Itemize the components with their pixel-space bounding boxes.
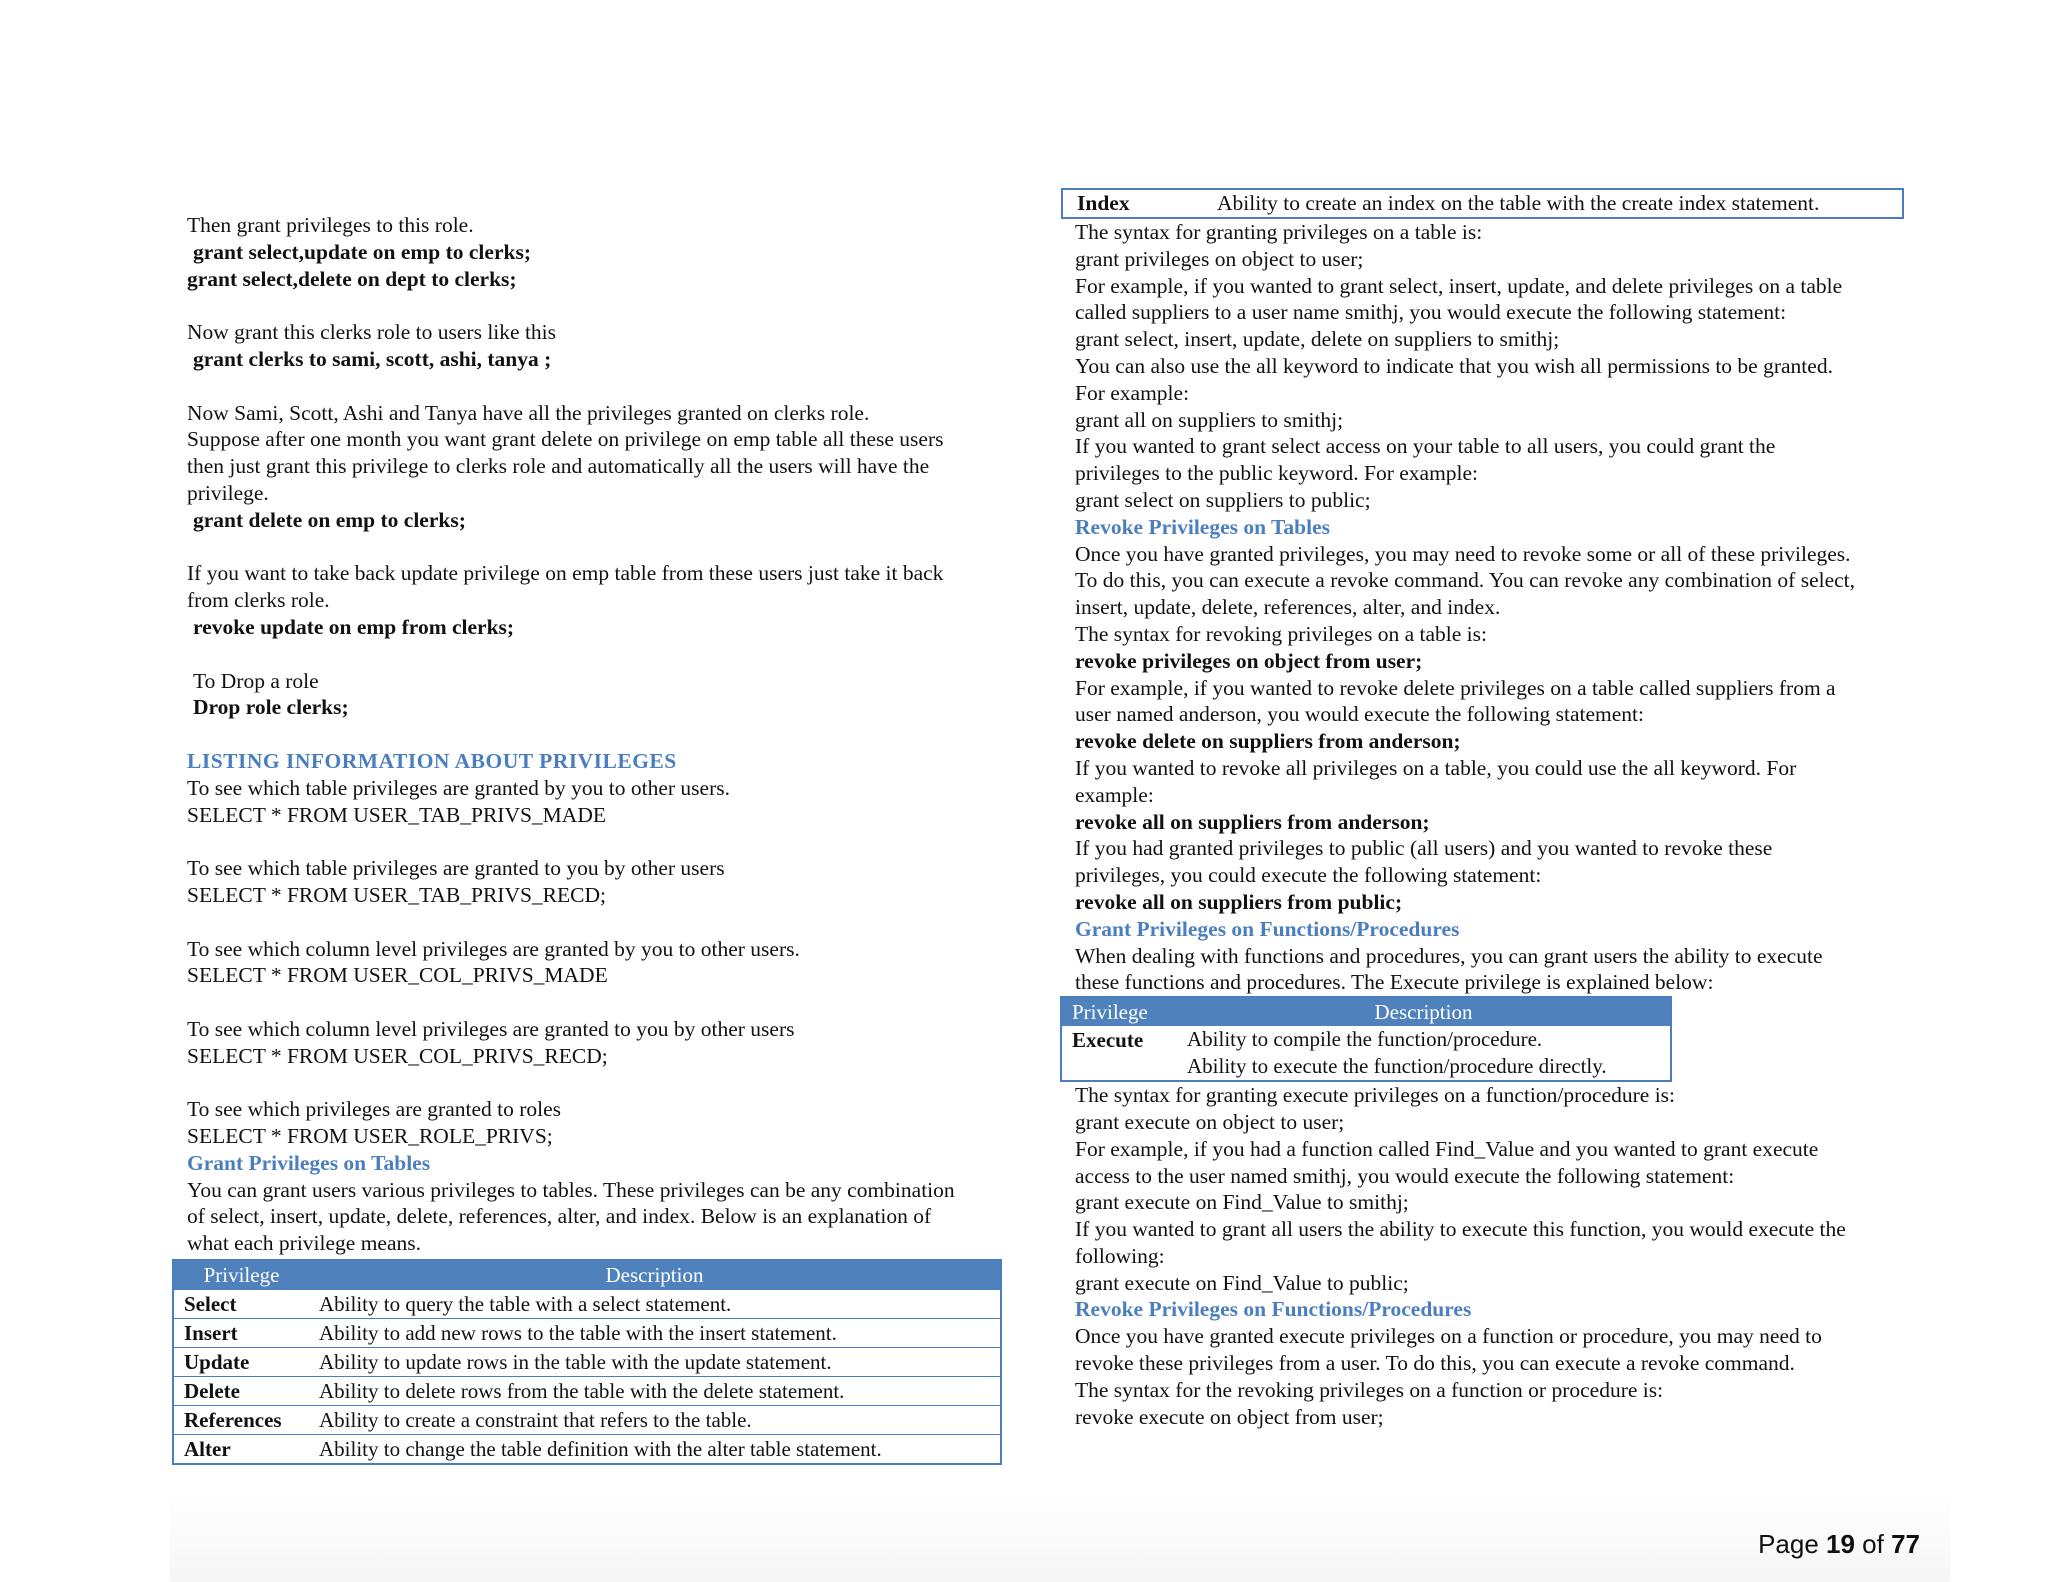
left-text-block (187, 212, 1032, 1257)
text-line: then just grant this privilege to clerks role and automatically all the users will have the (187, 454, 930, 479)
exec-description (1177, 1026, 1671, 1081)
sql-statement: grant select,delete on dept to clerks; (187, 266, 517, 291)
text-line: The syntax for granting execute privileges on a function/procedure is: (1075, 1083, 1676, 1108)
page-middle: of (1854, 1529, 1892, 1559)
blank-line (187, 828, 1032, 855)
section-heading: Grant Privileges on Functions/Procedures (1075, 916, 1460, 941)
text-line: revoke execute on object from user; (1075, 1404, 1384, 1429)
text-line: To see which privileges are granted to roles (187, 1097, 562, 1122)
text-line: from clerks role. (187, 588, 330, 613)
text-line: Now Sami, Scott, Ashi and Tanya have all the privileges granted on clerks role. (187, 400, 870, 425)
text-line: user named anderson, you would execute the following statement: (1075, 702, 1644, 727)
text-line: grant all on suppliers to smithj; (1075, 407, 1344, 432)
text-line: access to the user named smithj, you would execute the following statement: (1075, 1163, 1735, 1188)
blank-line (187, 909, 1032, 936)
text-line: For example, if you wanted to grant select, insert, update, and delete privileges on a table (1075, 273, 1843, 298)
text-line: grant execute on Find_Value to public; (1075, 1270, 1409, 1295)
text-line: what each privilege means. (187, 1231, 422, 1256)
text-line: If you had granted privileges to public (all users) and you wanted to revoke these (1075, 836, 1773, 861)
text-line: SELECT * FROM USER_COL_PRIVS_RECD; (187, 1043, 608, 1068)
index-row (1061, 188, 1904, 219)
text-line: Then grant privileges to this role. (187, 213, 474, 237)
text-line: To see which table privileges are granted to you by other users (187, 856, 725, 881)
exec-header-row (1061, 997, 1671, 1026)
sql-statement: grant select,update on emp to clerks; (193, 239, 531, 264)
text-line: If you want to take back update privilege on emp table from these users just take it back (187, 561, 944, 586)
text-line: To see which column level privileges are granted to you by other users (187, 1016, 795, 1041)
index-description: Ability to create an index on the table with the create index statement. (1217, 191, 1820, 215)
text-line: If you wanted to revoke all privileges on a table, you could use the all keyword. For (1075, 755, 1797, 780)
bottom-shading (170, 1490, 1950, 1582)
text-line: If you wanted to grant all users the ability to execute this function, you would execute the (1075, 1217, 1846, 1242)
text-line: following: (1075, 1243, 1165, 1268)
text-line: Now grant this clerks role to users like this (187, 320, 557, 345)
text-line: grant execute on Find_Value to smithj; (1075, 1190, 1409, 1215)
text-line: For example: (1075, 380, 1190, 405)
sql-statement: revoke delete on suppliers from anderson; (1075, 729, 1461, 754)
section-heading: LISTING INFORMATION ABOUT PRIVILEGES (187, 748, 677, 773)
text-line: example: (1075, 782, 1154, 807)
description-cell: Ability to query the table with a select statement. (309, 1290, 1001, 1319)
section-heading: Revoke Privileges on Functions/Procedures (1075, 1297, 1472, 1322)
exec-header-description: Description (1177, 997, 1671, 1026)
privileges-table (172, 1259, 1002, 1465)
sql-statement: grant clerks to sami, scott, ashi, tanya ; (193, 346, 552, 371)
text-line: grant execute on object to user; (1075, 1109, 1345, 1134)
blank-line (187, 1070, 1032, 1097)
table-row (173, 1406, 1001, 1435)
text-line: For example, if you had a function called Find_Value and you wanted to grant execute (1075, 1136, 1819, 1161)
sql-statement: revoke privileges on object from user; (1075, 648, 1423, 673)
blank-line (187, 641, 1032, 668)
text-line: To do this, you can execute a revoke command. You can revoke any combination of select, (1075, 568, 1856, 593)
description-cell: Ability to delete rows from the table with the delete statement. (309, 1377, 1001, 1406)
text-line: privileges, you could execute the following statement: (1075, 863, 1542, 888)
right-text-block-b (1075, 1082, 1935, 1430)
execute-table (1060, 996, 1672, 1082)
text-line: You can grant users various privileges to tables. These privileges can be any combination (187, 1177, 955, 1202)
page-footer (1758, 1529, 1920, 1560)
table-header-row (173, 1260, 1001, 1290)
sql-statement: revoke all on suppliers from anderson; (1075, 809, 1430, 834)
sql-statement: revoke update on emp from clerks; (193, 614, 515, 639)
text-line: To Drop a role (193, 668, 319, 693)
text-line: privilege. (187, 480, 269, 505)
exec-desc-line2: Ability to execute the function/procedure directly. (1187, 1054, 1607, 1079)
sql-statement: Drop role clerks; (193, 695, 349, 720)
text-line: SELECT * FROM USER_TAB_PRIVS_RECD; (187, 882, 606, 907)
text-line: grant select on suppliers to public; (1075, 487, 1371, 512)
text-line: called suppliers to a user name smithj, you would execute the following statement: (1075, 300, 1787, 325)
text-line: privileges to the public keyword. For example: (1075, 461, 1479, 486)
sql-statement: revoke all on suppliers from public; (1075, 889, 1403, 914)
right-text-block-a (1075, 219, 1935, 996)
text-line: To see which column level privileges are granted by you to other users. (187, 936, 800, 961)
text-line: these functions and procedures. The Execute privilege is explained below: (1075, 970, 1714, 995)
text-line: The syntax for revoking privileges on a table is: (1075, 621, 1487, 646)
description-cell: Ability to add new rows to the table with the insert statement. (309, 1319, 1001, 1348)
blank-line (187, 989, 1032, 1016)
right-column (1072, 188, 1935, 1430)
sql-statement: grant delete on emp to clerks; (193, 507, 466, 532)
text-line: Suppose after one month you want grant delete on privilege on emp table all these users (187, 427, 944, 452)
table-row (173, 1348, 1001, 1377)
text-line: grant privileges on object to user; (1075, 246, 1364, 271)
section-heading: Grant Privileges on Tables (187, 1150, 431, 1175)
text-line: Once you have granted execute privileges on a function or procedure, you may need to (1075, 1324, 1822, 1349)
text-line: of select, insert, update, delete, references, alter, and index. Below is an explanation of (187, 1204, 932, 1229)
section-heading: Revoke Privileges on Tables (1075, 514, 1331, 539)
table-row (173, 1435, 1001, 1465)
exec-privilege: Execute (1072, 1028, 1144, 1053)
text-line: SELECT * FROM USER_ROLE_PRIVS; (187, 1124, 553, 1149)
blank-line (187, 292, 1032, 319)
text-line: Once you have granted privileges, you may need to revoke some or all of these privileges. (1075, 541, 1851, 566)
table-row (173, 1290, 1001, 1319)
privilege-cell: Insert (173, 1319, 309, 1348)
text-line: When dealing with functions and procedures, you can grant users the ability to execute (1075, 943, 1823, 968)
text-line: SELECT * FROM USER_COL_PRIVS_MADE (187, 963, 608, 988)
text-line: You can also use the all keyword to indicate that you wish all permissions to be granted. (1075, 353, 1833, 378)
text-line: The syntax for granting privileges on a table is: (1075, 220, 1483, 244)
blank-line (187, 721, 1032, 748)
description-cell: Ability to create a constraint that refers to the table. (309, 1406, 1001, 1435)
header-description: Description (309, 1260, 1001, 1290)
blank-line (187, 534, 1032, 561)
table-row (173, 1319, 1001, 1348)
page-current: 19 (1826, 1529, 1855, 1559)
text-line: grant select, insert, update, delete on suppliers to smithj; (1075, 327, 1560, 352)
text-line: insert, update, delete, references, alter, and index. (1075, 595, 1501, 620)
left-column (184, 212, 1032, 1465)
privilege-cell: Delete (173, 1377, 309, 1406)
index-privilege: Index (1077, 191, 1130, 215)
text-line: SELECT * FROM USER_TAB_PRIVS_MADE (187, 802, 606, 827)
privilege-cell: Update (173, 1348, 309, 1377)
privilege-cell: Select (173, 1290, 309, 1319)
exec-desc-line1: Ability to compile the function/procedure. (1187, 1027, 1543, 1052)
description-cell: Ability to update rows in the table with the update statement. (309, 1348, 1001, 1377)
header-privilege: Privilege (173, 1260, 309, 1290)
page-total: 77 (1891, 1529, 1920, 1559)
blank-line (187, 373, 1032, 400)
text-line: revoke these privileges from a user. To do this, you can execute a revoke command. (1075, 1351, 1795, 1376)
text-line: To see which table privileges are granted by you to other users. (187, 775, 730, 800)
table-row (173, 1377, 1001, 1406)
exec-row (1061, 1026, 1671, 1081)
description-cell: Ability to change the table definition with the alter table statement. (309, 1435, 1001, 1465)
page-prefix: Page (1758, 1529, 1827, 1559)
privilege-cell: Alter (173, 1435, 309, 1465)
text-line: For example, if you wanted to revoke delete privileges on a table called suppliers from a (1075, 675, 1836, 700)
text-line: If you wanted to grant select access on your table to all users, you could grant the (1075, 434, 1776, 459)
text-line: The syntax for the revoking privileges on a function or procedure is: (1075, 1377, 1664, 1402)
exec-header-privilege: Privilege (1061, 997, 1177, 1026)
privilege-cell: References (173, 1406, 309, 1435)
